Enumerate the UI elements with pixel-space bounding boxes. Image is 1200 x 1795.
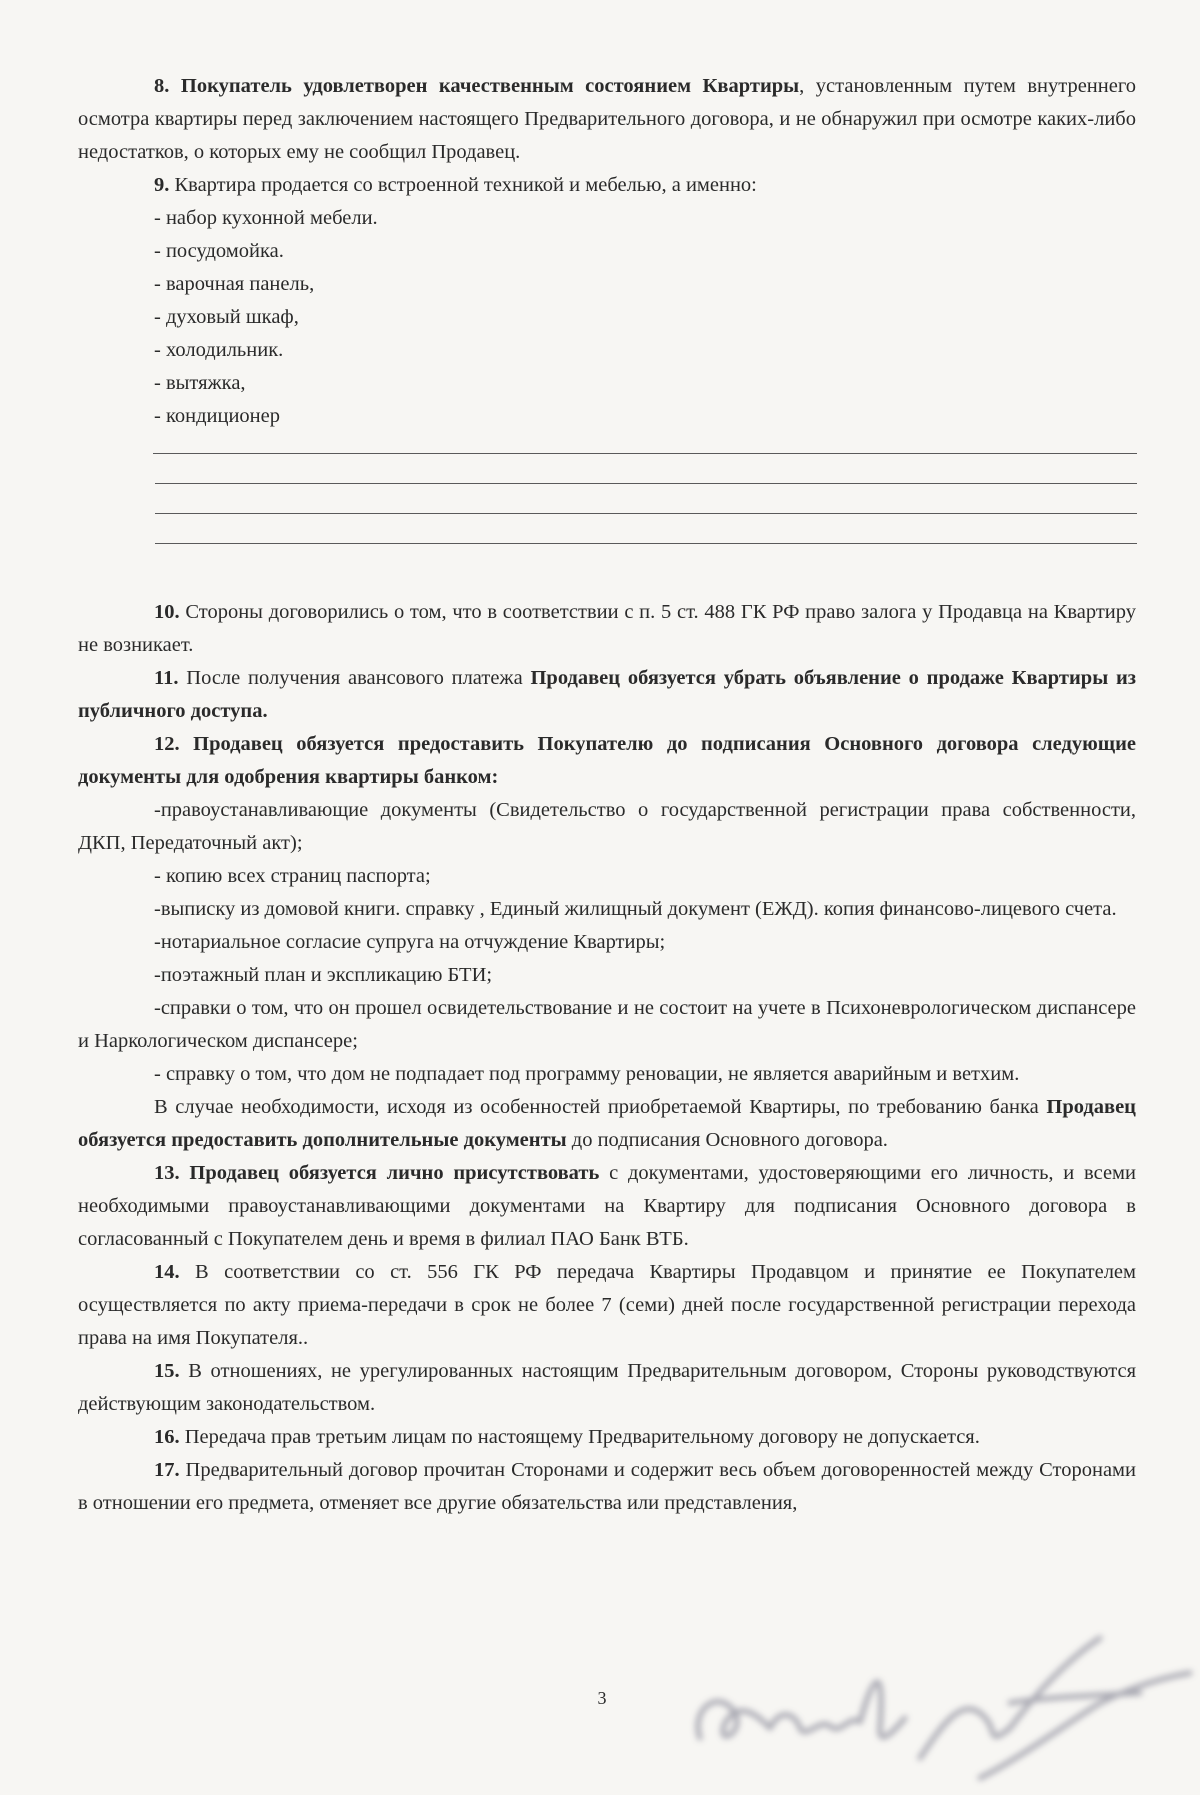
list-item: - духовый шкаф, [154,306,299,328]
paragraph-12-doc-2 [78,860,1136,893]
blank-line [153,453,1137,454]
paragraph-text-bold: Покупатель удовлетворен качественным состоянием Квартиры [180,75,800,97]
paragraph-12-doc-6 [78,992,1136,1058]
paragraph-text: Предварительный договор прочитан Сторонами и содержит весь объем договоренностей между Сторонами в отношении его предмета, отменяет все другие обязательства или представления, [78,1459,1136,1514]
paragraph-text: -поэтажный план и экспликацию БТИ; [154,964,493,986]
list-item: - набор кухонной мебели. [154,207,378,229]
paragraph-14 [78,1256,1136,1355]
paragraph-number: 10. [154,601,180,623]
paragraph-text: до подписания Основного договора. [566,1129,888,1151]
paragraph-text-bold: Продавец обязуется предоставить Покупателю до подписания Основного договора следующие документы для одобрения квартиры банком: [78,733,1136,788]
paragraph-text: , установленным путем внутреннего осмотра квартиры перед заключением настоящего Предварительного договора, и не обнаружил при осмотре каких-либо недостатков, о которых ему не сообщил Продавец. [78,75,1136,163]
paragraph-text: - копию всех страниц паспорта; [154,865,431,887]
paragraph-number: 12. [154,733,180,755]
list-item: - варочная панель, [154,273,315,295]
paragraph-text: -выписку из домовой книги. справку , Единый жилищный документ (ЕЖД). копия финансово-лицевого счета. [154,898,1117,920]
paragraph-text-bold: Продавец обязуется лично присутствовать [189,1162,600,1184]
paragraph-text: Передача прав третьим лицам по настоящему Предварительному договору не допускается. [184,1426,980,1448]
blank-fill-lines [155,453,1137,573]
paragraph-number: 9. [154,174,170,196]
paragraph-text: - справку о том, что дом не подпадает под программу реновации, не является аварийным и ветхим. [154,1063,1020,1085]
paragraph-12-doc-4 [78,926,1136,959]
paragraph-12 [78,728,1136,794]
list-item: - холодильник. [154,339,284,361]
paragraph-text-bold: Продавец обязуется убрать объявление о продаже Квартиры из публичного доступа. [78,667,1137,722]
paragraph-text: с документами, удостоверяющими его личность, и всеми необходимыми правоустанавливающими документами на Квартиру для подписания Основного договора в согласованный с Покупателем день и время в филиал ПАО Банк ВТБ. [78,1162,1136,1250]
paragraph-number: 17. [154,1459,180,1481]
signature-image [680,1618,1200,1795]
paragraph-10 [78,596,1136,662]
paragraph-number: 15. [154,1360,180,1382]
top-text-block [78,70,1136,433]
paragraph-13 [78,1157,1136,1256]
paragraph-text-bold: Продавец обязуется предоставить дополнительные документы [78,1096,1136,1151]
paragraph-15 [78,1355,1136,1421]
paragraph-17 [78,1454,1136,1520]
paragraph-number: 14. [154,1261,180,1283]
paragraph-12-doc-7 [78,1058,1136,1091]
paragraph-text: В соответствии со ст. 556 ГК РФ передача Квартиры Продавцом и принятие ее Покупателем осуществляется по акту приема-передачи в срок не более 7 (семи) дней после государственной регистрации перехода права на имя Покупателя.. [78,1261,1136,1349]
paragraph-number: 8. [154,75,170,97]
paragraph-12-doc-1 [78,794,1136,860]
paragraph-text: После получения авансового платежа [186,667,531,689]
paragraph-text: Стороны договорились о том, что в соответствии с п. 5 ст. 488 ГК РФ право залога у Продавца на Квартиру не возникает. [78,601,1136,656]
paragraph-text: Квартира продается со встроенной техникой и мебелью, а именно: [174,174,757,196]
paragraph-text: В случае необходимости, исходя из особенностей приобретаемой Квартиры, по требованию банка [154,1096,1047,1118]
paragraph-16 [78,1421,1136,1454]
paragraph-9 [78,169,1136,202]
paragraph-12-doc-3 [78,893,1136,926]
appliance-list [78,202,1136,433]
paragraph-12-doc-5 [78,959,1136,992]
paragraph-number: 11. [154,667,179,689]
paragraph-number: 16. [154,1426,180,1448]
paragraph-8 [78,70,1136,169]
blank-line [155,483,1137,484]
list-item: - посудомойка. [154,240,284,262]
paragraph-text: -правоустанавливающие документы (Свидетельство о государственной регистрации права собственности, ДКП, Передаточный акт); [78,799,1136,854]
page-number: 3 [597,1688,607,1708]
blank-line [155,543,1137,544]
list-item: - кондиционер [154,405,281,427]
blank-line [155,513,1137,514]
paragraph-text: -справки о том, что он прошел освидетельствование и не состоит на учете в Психоневрологическом диспансере и Наркологическом диспансере; [78,997,1136,1052]
paragraph-11 [78,662,1136,728]
paragraph-text: В отношениях, не урегулированных настоящим Предварительным договором, Стороны руководствуются действующим законодательством. [78,1360,1137,1415]
paragraph-12-extra [78,1091,1136,1157]
paragraph-number: 13. [154,1162,180,1184]
paragraph-text: -нотариальное согласие супруга на отчуждение Квартиры; [154,931,666,953]
lower-text-block [78,596,1136,1520]
list-item: - вытяжка, [154,372,246,394]
